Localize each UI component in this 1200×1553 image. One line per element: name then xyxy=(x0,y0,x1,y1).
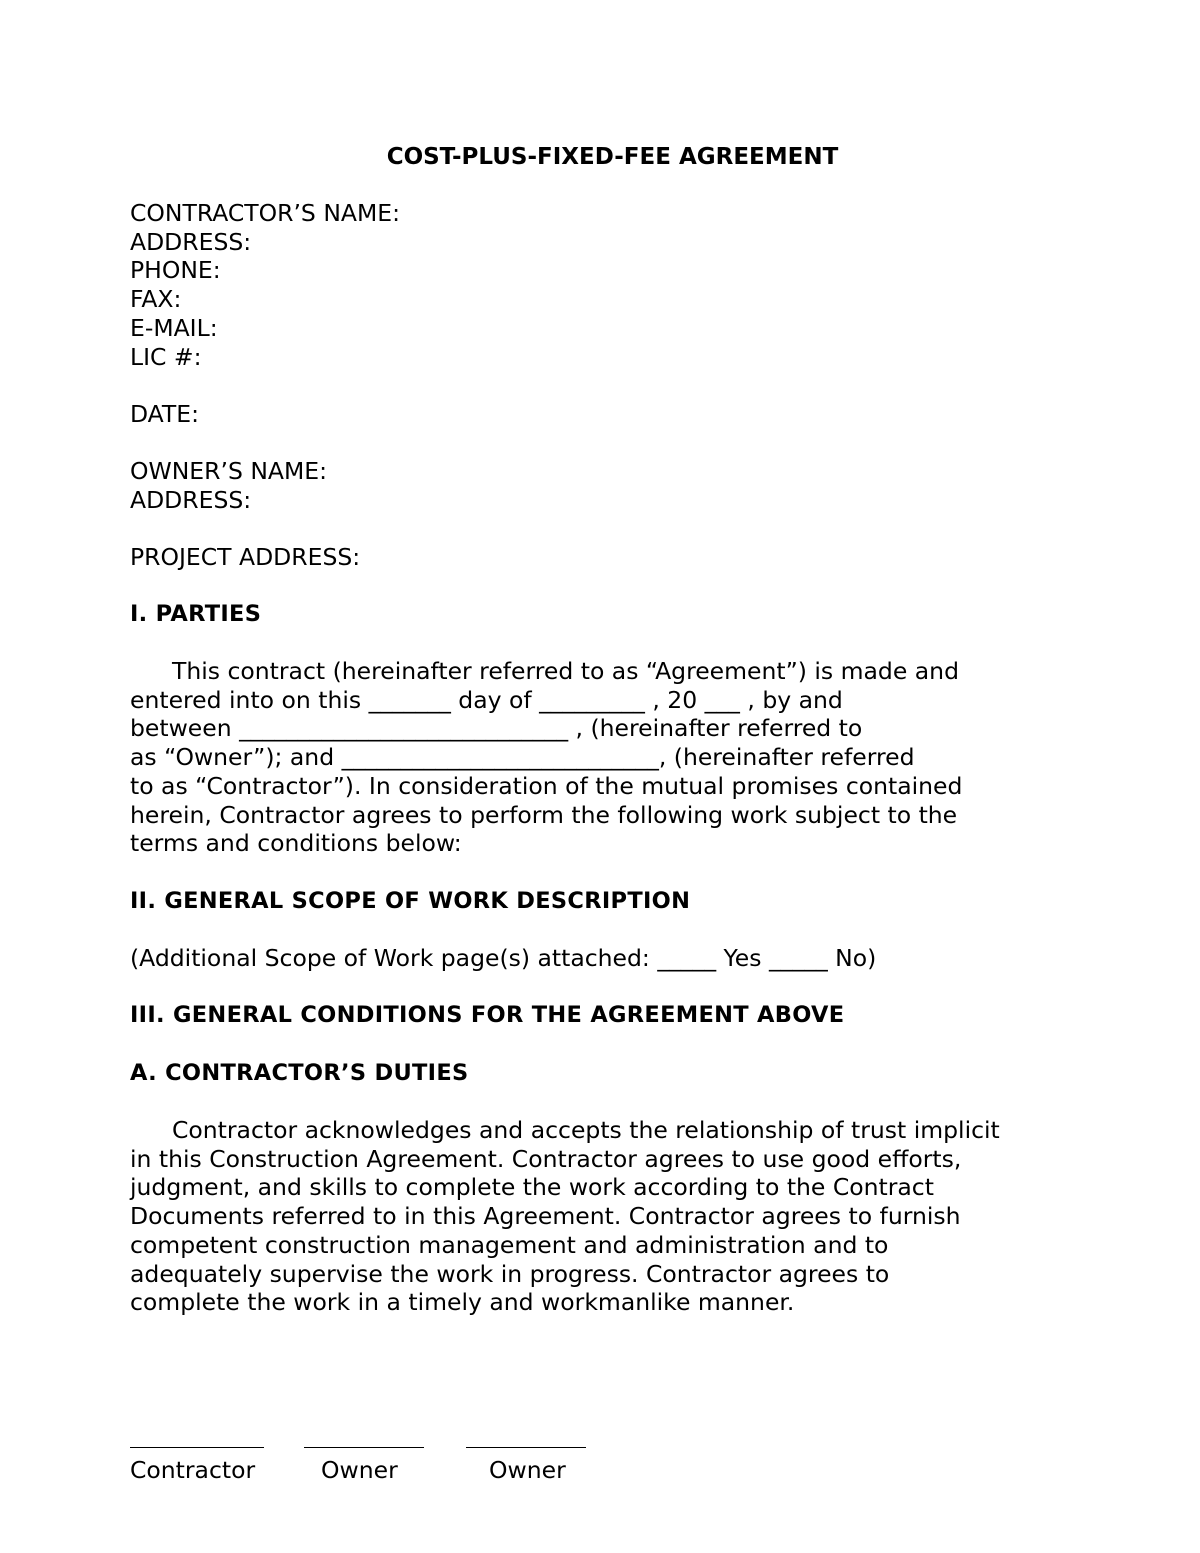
contractor-license-label: LIC #: xyxy=(130,342,202,371)
project-block xyxy=(130,543,1030,572)
contractor-signature-line xyxy=(130,1447,264,1448)
paragraph-line: competent construction management and administration and to xyxy=(130,1230,889,1259)
owner-info-block xyxy=(130,457,1030,514)
signature-lines xyxy=(130,1436,590,1450)
duties-paragraph xyxy=(130,1116,1030,1317)
contractor-name-label: CONTRACTOR’S NAME: xyxy=(130,199,401,227)
owner-signature-line xyxy=(304,1447,424,1448)
owner-signature-line-2 xyxy=(466,1447,586,1448)
section-duties-heading: A. CONTRACTOR’S DUTIES xyxy=(130,1060,469,1086)
paragraph-line: judgment, and skills to complete the work according to the Contract xyxy=(130,1173,934,1202)
paragraph-line: between ____________________________ , (hereinafter referred to xyxy=(130,714,863,743)
paragraph-line: entered into on this _______ day of _________ , 20 ___ , by and xyxy=(130,685,843,714)
paragraph-line: adequately supervise the work in progress. Contractor agrees to xyxy=(130,1259,890,1288)
contractor-fax-label: FAX: xyxy=(130,285,182,314)
paragraph-line: This contract (hereinafter referred to as “Agreement”) is made and xyxy=(172,657,959,685)
paragraph-line: complete the work in a timely and workmanlike manner. xyxy=(130,1288,795,1317)
section-conditions-heading: III. GENERAL CONDITIONS FOR THE AGREEMENT ABOVE xyxy=(130,1002,845,1028)
section-scope-heading: II. GENERAL SCOPE OF WORK DESCRIPTION xyxy=(130,888,691,914)
owner-signature-label-2: Owner xyxy=(489,1456,566,1484)
owner-signature-label: Owner xyxy=(321,1456,398,1484)
contractor-address-label: ADDRESS: xyxy=(130,227,252,256)
project-address-label: PROJECT ADDRESS: xyxy=(130,543,361,571)
section-parties-heading: I. PARTIES xyxy=(130,601,262,627)
parties-paragraph xyxy=(130,657,1030,858)
paragraph-line: Documents referred to in this Agreement. Contractor agrees to furnish xyxy=(130,1202,961,1231)
contractor-info-block xyxy=(130,199,1030,371)
paragraph-line: to as “Contractor”). In consideration of the mutual promises contained xyxy=(130,771,963,800)
contractor-signature-label: Contractor xyxy=(130,1456,256,1484)
paragraph-line: herein, Contractor agrees to perform the following work subject to the xyxy=(130,800,958,829)
document-title: COST-PLUS-FIXED-FEE AGREEMENT xyxy=(386,144,839,170)
paragraph-line: as “Owner”); and ___________________________, (hereinafter referred xyxy=(130,743,915,772)
contractor-phone-label: PHONE: xyxy=(130,256,221,285)
date-label: DATE: xyxy=(130,400,200,428)
date-block xyxy=(130,400,1030,429)
owner-name-label: OWNER’S NAME: xyxy=(130,457,328,485)
paragraph-line: terms and conditions below: xyxy=(130,829,462,858)
scope-attachment-note: (Additional Scope of Work page(s) attached: _____ Yes _____ No) xyxy=(130,944,877,972)
paragraph-line: in this Construction Agreement. Contractor agrees to use good efforts, xyxy=(130,1144,962,1173)
owner-address-label: ADDRESS: xyxy=(130,485,252,514)
paragraph-line: Contractor acknowledges and accepts the relationship of trust implicit xyxy=(172,1116,1000,1144)
contractor-email-label: E-MAIL: xyxy=(130,313,218,342)
